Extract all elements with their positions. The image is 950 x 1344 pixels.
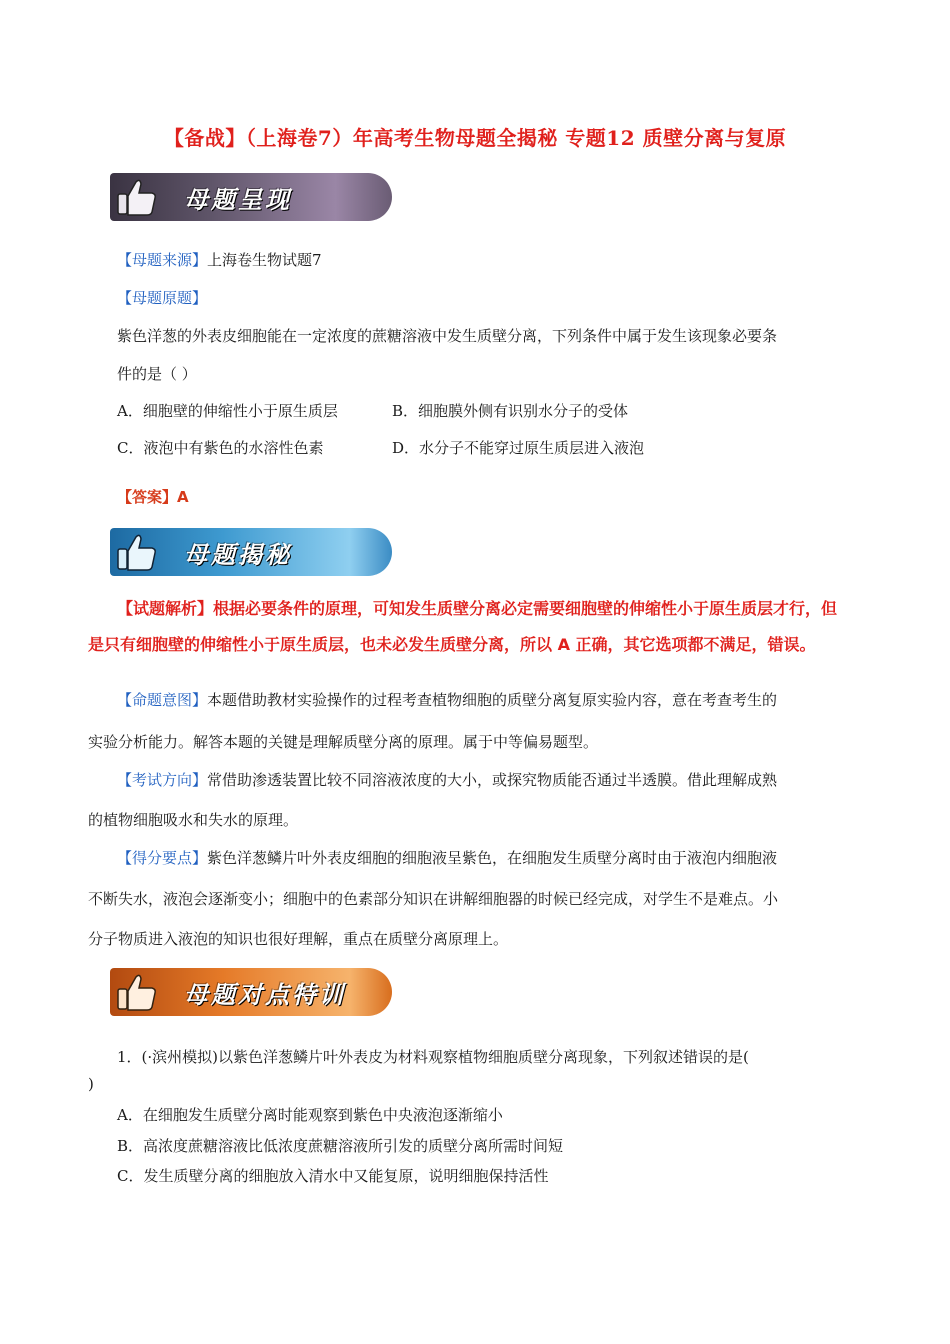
- direction-tag: 【考试方向】: [117, 771, 208, 789]
- keypoints-row: [117, 848, 777, 868]
- thumbs-up-icon: [112, 172, 162, 222]
- thumbs-up-icon: [112, 967, 162, 1017]
- keypoints-line1: 紫色洋葱鳞片叶外表皮细胞的细胞液呈紫色，在细胞发生质壁分离时由于液泡内细胞液: [207, 849, 778, 867]
- answer-row: [117, 487, 189, 507]
- original-option-d: D．水分子不能穿过原生质层进入液泡: [392, 439, 645, 457]
- original-stem-line2: 件的是（ ）: [117, 365, 197, 383]
- original-tag: 【母题原题】: [117, 289, 208, 307]
- answer-value: A: [177, 488, 189, 506]
- banner-present-label: 母题呈现: [184, 184, 292, 214]
- keypoints-line2: 不断失水，液泡会逐渐变小；细胞中的色素部分知识在讲解细胞器的时候已经完成，对学生不是难点。小: [88, 890, 779, 908]
- keypoints-tag: 【得分要点】: [117, 849, 208, 867]
- q1-stem-line1: 1．(·滨州模拟)以紫色洋葱鳞片叶外表皮为材料观察植物细胞质壁分离现象，下列叙述错误的是(: [117, 1048, 749, 1066]
- original-option-a: A．细胞壁的伸缩性小于原生质层: [117, 402, 338, 420]
- q1-option-c: C．发生质壁分离的细胞放入清水中又能复原，说明细胞保持活性: [117, 1167, 549, 1185]
- page-title: 【备战】（上海卷7）年高考生物母题全揭秘 专题12 质壁分离与复原: [163, 126, 787, 150]
- banner-present: [110, 173, 392, 221]
- analysis-line1: 【试题解析】根据必要条件的原理，可知发生质壁分离必定需要细胞壁的伸缩性小于原生质层才行，但: [117, 599, 838, 618]
- original-option-c: C．液泡中有紫色的水溶性色素: [117, 439, 324, 457]
- analysis-line2: 是只有细胞壁的伸缩性小于原生质层，也未必发生质壁分离，所以 A 正确，其它选项都不满足，错误。: [88, 635, 816, 654]
- original-stem-line1: 紫色洋葱的外表皮细胞能在一定浓度的蔗糖溶液中发生质壁分离，下列条件中属于发生该现象必要条: [117, 327, 778, 345]
- direction-line2: 的植物细胞吸水和失水的原理。: [88, 811, 299, 829]
- direction-row: [117, 770, 777, 790]
- banner-training: [110, 968, 392, 1016]
- source-tag: 【母题来源】: [117, 251, 208, 269]
- thumbs-up-icon: [112, 527, 162, 577]
- intent-line1: 本题借助教材实验操作的过程考查植物细胞的质壁分离复原实验内容，意在考查考生的: [207, 691, 778, 709]
- banner-training-label: 母题对点特训: [184, 979, 346, 1009]
- banner-reveal: [110, 528, 392, 576]
- intent-line2: 实验分析能力。解答本题的关键是理解质壁分离的原理。属于中等偏易题型。: [88, 733, 599, 751]
- intent-tag: 【命题意图】: [117, 691, 208, 709]
- intent-row: [117, 690, 777, 710]
- answer-tag: 【答案】: [117, 488, 178, 506]
- source-text: 上海卷生物试题7: [207, 251, 322, 269]
- q1-option-b: B．高浓度蔗糖溶液比低浓度蔗糖溶液所引发的质壁分离所需时间短: [117, 1137, 564, 1155]
- source-row: [117, 250, 322, 270]
- q1-stem-line2: ): [88, 1075, 94, 1093]
- original-option-b: B．细胞膜外侧有识别水分子的受体: [392, 402, 629, 420]
- direction-line1: 常借助渗透装置比较不同溶液浓度的大小，或探究物质能否通过半透膜。借此理解成熟: [207, 771, 778, 789]
- banner-reveal-label: 母题揭秘: [184, 539, 292, 569]
- keypoints-line3: 分子物质进入液泡的知识也很好理解，重点在质壁分离原理上。: [88, 930, 509, 948]
- q1-option-a: A．在细胞发生质壁分离时能观察到紫色中央液泡逐渐缩小: [117, 1106, 503, 1124]
